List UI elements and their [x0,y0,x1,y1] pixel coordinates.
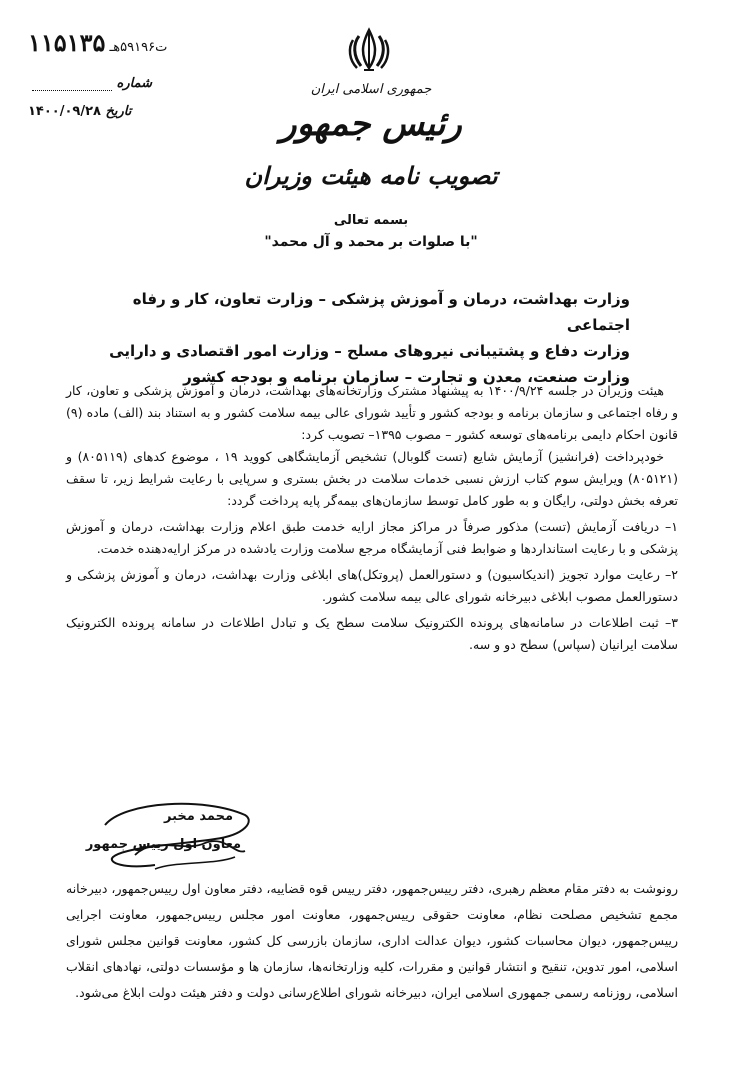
republic-title: جمهوری اسلامی ایران [310,82,432,97]
bismillah: بسمه تعالی [333,213,409,228]
decree-item: ۳– ثبت اطلاعات در سامانه‌های پرونده الکترونیک سلامت سطح یک و تبادل اطلاعات در سامانه پرونده الکترونیک سلامت ایرانیان (سپاس) سطح دو و سه. [66,615,678,652]
decree-body [66,380,678,656]
decree-item: ۲– رعایت موارد تجویز (اندیکاسیون) و دستورالعمل (پروتکل)های ابلاغی وزارت بهداشت، درمان و آموزش پزشکی و دستورالعمل مصوب ابلاغی دبیرخانه شورای عالی بیمه سلامت کشور. [66,567,678,604]
cc-distribution: رونوشت به دفتر مقام معظم رهبری، دفتر رییس‌جمهور، دفتر رییس قوه قضاییه، دفتر معاون اول رییس‌جمهور، دبیرخانه مجمع تشخیص مصلحت نظام، معاونت حقوقی رییس‌جمهور، معاونت امور مجلس رییس‌جمهور، معاونت اجرایی رییس‌جمهور، دیوان محاسبات کشور، دیوان عدالت اداری، سازمان بازرسی کل کشور، معاونت قوانین مجلس شورای اسلامی، امور تدوین، تنقیح و انتشار قوانین و مقررات، کلیه وزارتخانه‌ها، سازمان ها و مؤسسات دولتی، نهادهای انقلاب اسلامی، روزنامه رسمی جمهوری اسلامی ایران، دبیرخانه شورای اطلاع‌رسانی دولت و دفتر هیئت دولت ابلاغ می‌شود. [66,881,678,1000]
salavat: "با صلوات بر محمد و آل محمد" [264,234,478,250]
president-title: رئیس جمهور [280,104,462,144]
addressees-list [70,286,630,390]
registry-number-row [28,28,167,57]
decree-item: ۱– دریافت آزمایش (تست) مذکور صرفاً در مراکز مجاز ارایه خدمت طبق اعلام وزارت بهداشت، درمان و آموزش پزشکی و با رعایت استانداردها و ضوابط فنی آزمایشگاه مرجع سلامت وزارت یادشده در مرکز ارایه‌دهنده خدمت. [66,519,678,556]
signatory-name: محمد مخبر [164,809,233,824]
registry-number-block [28,28,167,57]
number-label: شماره [116,76,152,91]
decision-paragraph: خودپرداخت (فرانشیز) آزمایش شایع (تست گلوبال) تشخیص آزمایشگاهی کووید ۱۹ ، موضوع کدهای (۸۰۵۱۱۹) و (۸۰۵۱۲۱) ویرایش سوم کتاب ارزش نسبی خدمات سلامت در بخش بستری و سرپایی با رعایت شرایط زیر، تا سقف تعرفه بخش دولتی، رایگان و به طور کامل توسط سازمان‌های بیمه‌گر پایه پرداخت گردد: [66,449,678,508]
addressee-line: وزارت بهداشت، درمان و آموزش پزشکی – وزارت تعاون، کار و رفاه اجتماعی [132,290,630,334]
number-suffix: ت۵۹۱۹۶هـ [109,40,168,55]
date-label: تاریخ [105,104,132,119]
addressee-line: وزارت دفاع و پشتیبانی نیروهای مسلح – وزارت امور اقتصادی و دارایی [109,342,630,360]
registry-number: ۱۱۵۱۳۵ [28,28,106,57]
date-value: ۱۴۰۰/۰۹/۲۸ [28,104,101,119]
signature-block [85,795,255,875]
approval-title: تصویب نامه هیئت وزیران [244,162,498,190]
iran-emblem-icon [345,26,393,74]
intro-paragraph: هیئت وزیران در جلسه ۱۴۰۰/۹/۲۴ به پیشنهاد مشترک وزارتخانه‌های بهداشت، درمان و آموزش پزشکی و تعاون، کار و رفاه اجتماعی و سازمان برنامه و بودجه کشور و تأیید شورای عالی بیمه سلامت کشور و به استناد بند (الف) ماده (۹) قانون احکام دایمی برنامه‌های توسعه کشور – مصوب ۱۳۹۵– تصویب کرد: [66,383,678,442]
addressee-line: وزارت صنعت، معدن و تجارت – سازمان برنامه و بودجه کشور [183,368,630,386]
signatory-title: معاون اول رییس جمهور [85,837,241,852]
handwritten-signature-icon [95,795,255,875]
